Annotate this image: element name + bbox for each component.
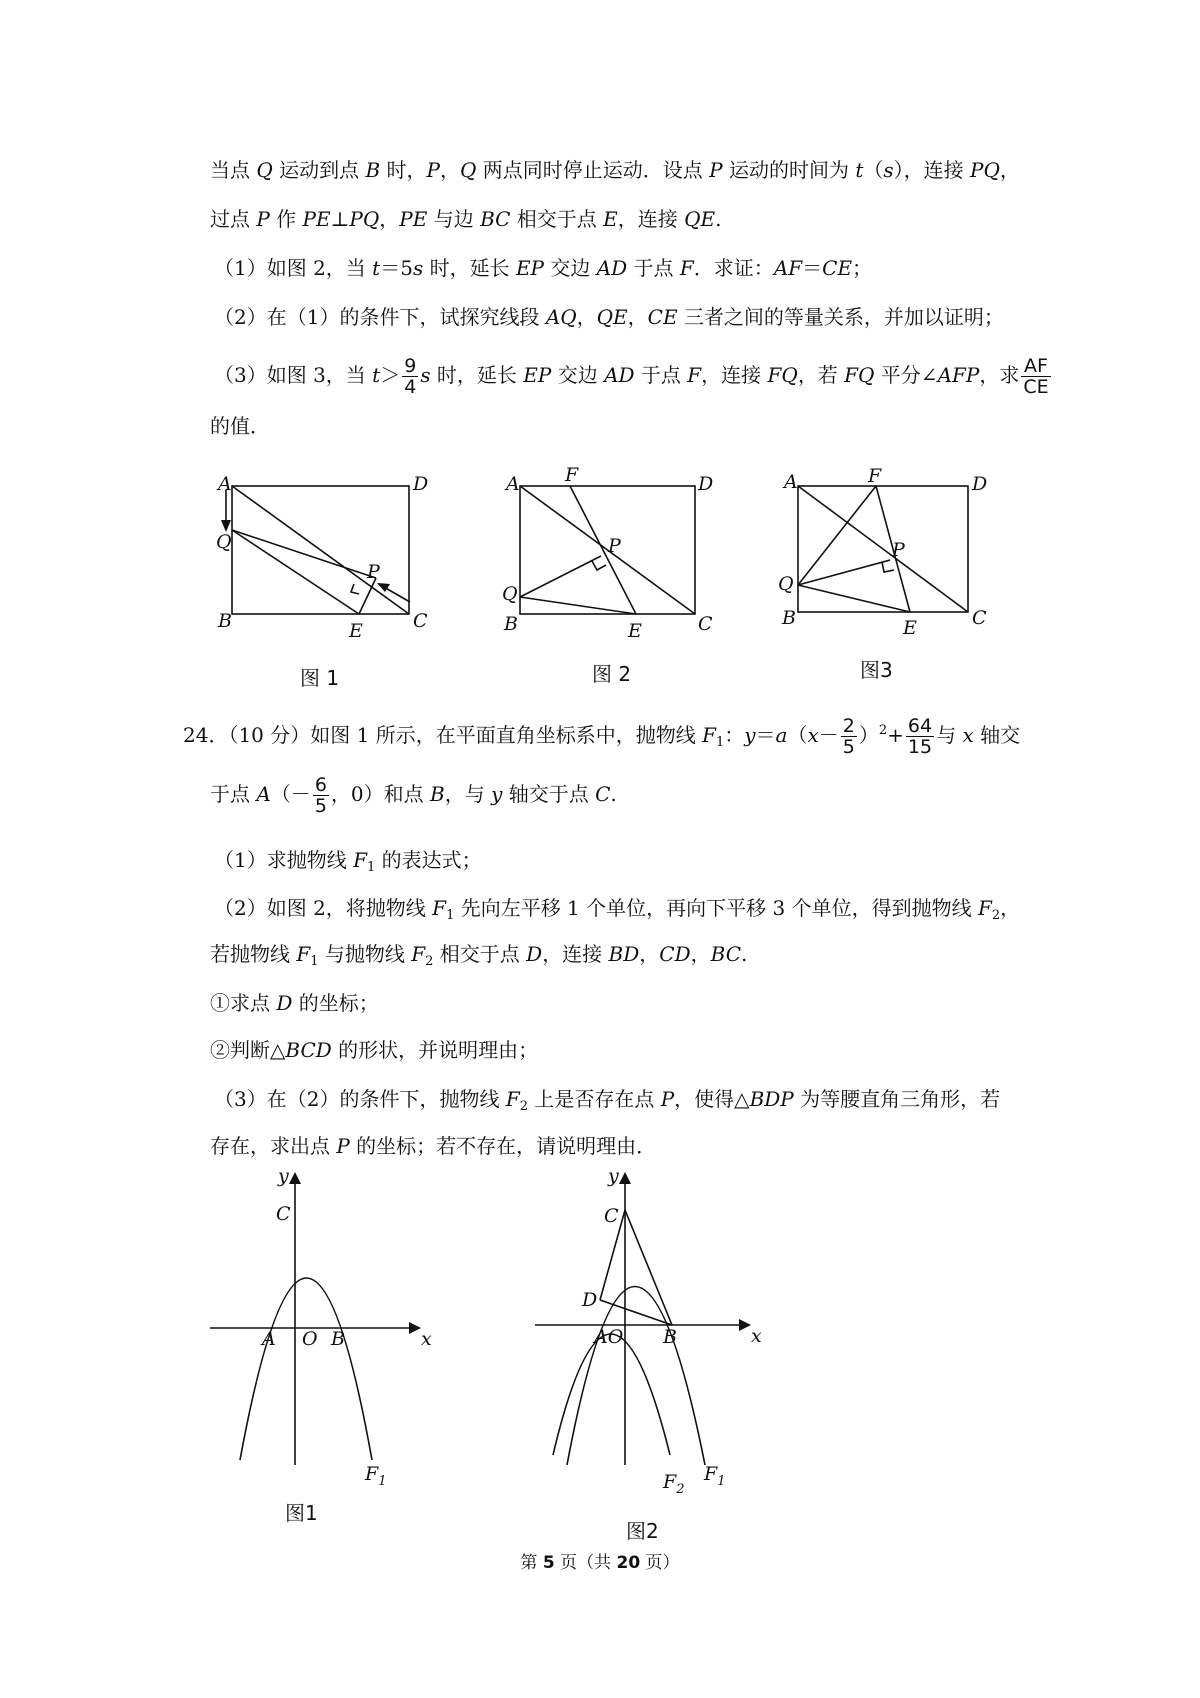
label-a: A — [784, 471, 798, 493]
right-angle-mark — [882, 562, 894, 572]
label-c: C — [972, 607, 987, 629]
fraction-6-5: $\frac{6}{5}$ — [314, 774, 327, 817]
caption-fig-1: 图 1 — [300, 666, 340, 690]
label-b: B — [504, 613, 518, 635]
label-c: C — [698, 613, 713, 635]
fraction-2-5: $\frac{2}{5}$ — [842, 715, 855, 758]
label-f1: $F_1$ — [704, 1463, 726, 1489]
p24-figure-1 — [200, 1165, 440, 1495]
label-q: Q — [216, 531, 232, 553]
label-f: F — [868, 465, 882, 487]
p23-intro-line1: 当点 Q 运动到点 B 时，P，Q 两点同时停止运动．设点 P 运动的时间为 t（s），连接 PQ， — [210, 158, 1020, 182]
right-angle-mark — [351, 584, 359, 594]
p23-intro-line2: 过点 P 作 PE⊥PQ，PE 与边 BC 相交于点 E，连接 QE. — [210, 207, 722, 231]
p24-part3-line2: 存在，求出点 P 的坐标；若不存在，请说明理由． — [210, 1134, 657, 1158]
p24-line2: 于点 A（－ $\frac{6}{5}$ ，0）和点 B，与 y 轴交于点 C. — [210, 774, 617, 817]
label-d: D — [698, 473, 714, 495]
p24-part2-line1: （2）如图 2，将抛物线 $F_1$ 先向左平移 1 个单位，再向下平移 3 个单位，得到抛物线 $F_2$， — [214, 896, 1021, 923]
parabola-f1 — [240, 1278, 372, 1460]
label-e: E — [903, 617, 917, 639]
caption-fig-3: 图3 — [860, 658, 893, 682]
p23-figure-2 — [495, 460, 735, 642]
diagonal-ac — [798, 486, 968, 612]
label-a: A — [506, 473, 520, 495]
segment-qe — [520, 597, 636, 614]
diagonal-ac — [232, 486, 409, 614]
p24-figure-2 — [530, 1165, 770, 1495]
label-b: B — [663, 1326, 677, 1348]
label-e: E — [349, 620, 363, 642]
label-e: E — [628, 620, 642, 642]
segment-qe — [798, 585, 910, 612]
parabola-f2 — [553, 1334, 670, 1455]
label-ao: AO — [594, 1326, 624, 1348]
p23-part3: （3）如图 3，当 t＞ $\frac{9}{4}$ s 时，延长 EP 交边 AD 于点 F，连接 FQ，若 FQ 平分∠AFP，求 $\frac{AF}{CE}$ — [214, 355, 1049, 398]
p24-part3-line1: （3）在（2）的条件下，抛物线 $F_2$ 上是否存在点 P，使得△BDP 为等腰直角三角形，若 — [214, 1087, 1001, 1114]
label-d: D — [582, 1289, 598, 1311]
p24-q1: ①求点 D 的坐标； — [210, 991, 379, 1015]
label-q: Q — [502, 583, 518, 605]
page-footer: 第 5 页（共 20 页） — [520, 1553, 680, 1573]
label-y: y — [608, 1165, 619, 1187]
p23-part2: （2）在（1）的条件下，试探究线段 AQ，QE，CE 三者之间的等量关系，并加以证明； — [214, 305, 1004, 329]
label-a: A — [262, 1328, 276, 1350]
label-q: Q — [778, 573, 794, 595]
label-b: B — [331, 1328, 345, 1350]
p24-part1: （1）求抛物线 $F_1$ 的表达式； — [214, 848, 482, 875]
label-d: D — [413, 473, 429, 495]
label-p: P — [892, 539, 905, 561]
segment-qp — [798, 560, 890, 585]
label-x: x — [751, 1325, 762, 1347]
label-c: C — [413, 610, 428, 632]
label-c: C — [276, 1203, 291, 1225]
label-f1: $F_1$ — [365, 1463, 387, 1489]
label-f2: $F_2$ — [663, 1471, 685, 1497]
caption-fig-2: 图 2 — [592, 662, 632, 686]
segment-fe — [570, 486, 636, 614]
label-o: O — [302, 1328, 318, 1350]
label-d: D — [972, 473, 988, 495]
p23-figure-1 — [205, 460, 445, 642]
segment-qp — [520, 556, 601, 597]
label-x: x — [421, 1328, 432, 1350]
label-b: B — [782, 607, 796, 629]
caption-p24-fig-1: 图1 — [285, 1501, 318, 1525]
p24-part2-line2: 若抛物线 $F_1$ 与抛物线 $F_2$ 相交于点 D，连接 BD，CD，BC. — [210, 942, 748, 969]
caption-p24-fig-2: 图2 — [626, 1519, 659, 1543]
p23-part1: （1）如图 2，当 t＝5s 时，延长 EP 交边 AD 于点 F．求证：AF＝CE； — [214, 256, 873, 280]
label-f: F — [565, 464, 579, 486]
p23-figure-3 — [775, 460, 1015, 639]
segment-cb — [625, 1210, 672, 1325]
fraction-64-15: $\frac{64}{15}$ — [907, 715, 933, 758]
label-b: B — [218, 610, 232, 632]
label-a: A — [218, 473, 232, 495]
fraction-9-4: $\frac{9}{4}$ — [404, 355, 417, 398]
p24-q2: ②判断△BCD 的形状，并说明理由； — [210, 1038, 539, 1062]
label-p: P — [608, 535, 621, 557]
p24-line1: 24．（10 分）如图 1 所示，在平面直角坐标系中，抛物线 $F_1$：y＝a（x－ $\frac{2}{5}$ ）$^2$+ $\frac{64}{15}$ 与 x 轴交 — [183, 715, 1021, 758]
label-p: P — [367, 561, 380, 583]
right-angle-mark — [592, 561, 606, 570]
label-y: y — [278, 1165, 289, 1187]
label-c: C — [604, 1205, 619, 1227]
segment-qe — [232, 530, 359, 614]
p23-part3-end: 的值． — [210, 414, 270, 438]
fraction-af-ce: $\frac{AF}{CE}$ — [1023, 355, 1049, 398]
